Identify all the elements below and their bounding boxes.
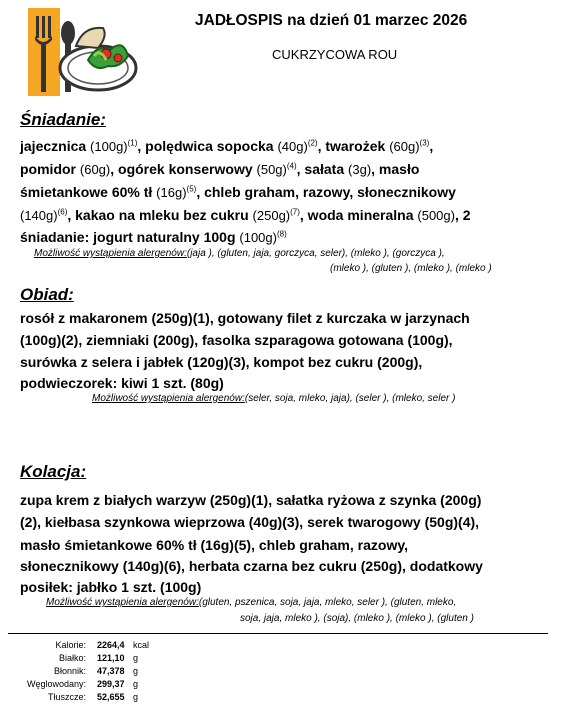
meal-line: surówka z selera i jabłek (120g)(3), kompot bez cukru (200g),	[20, 354, 423, 370]
divider	[8, 633, 548, 634]
allergens-note: soja, jaja, mleko ), (soja), (mleko ), (mleko ), (gluten )	[240, 613, 474, 624]
section-heading-sniadanie: Śniadanie:	[20, 110, 106, 129]
meal-line: słonecznikowy (140g)(6), herbata czarna bez cukru (250g), dodatkowy	[20, 558, 483, 574]
meal-line: rosół z makaronem (250g)(1), gotowany filet z kurczaka w jarzynach	[20, 310, 470, 326]
allergens-note: Możliwość wystąpienia alergenów:(jaja ), (gluten, jaja, gorczyca, seler), (mleko ), (gorczyca ),	[34, 248, 445, 259]
meal-line: śmietankowe 60% tł $(16g)^{(5)}$, chleb graham, razowy, słonecznikowy	[20, 184, 456, 200]
meal-line: posiłek: jabłko 1 szt. (100g)	[20, 579, 202, 595]
meal-line: (100g)(2), ziemniaki (200g), fasolka szparagowa gotowana (100g),	[20, 332, 453, 348]
meal-line: zupa krem z białych warzyw (250g)(1), sałatka ryżowa z szynka (200g)	[20, 492, 482, 508]
section-heading-kolacja: Kolacja:	[20, 462, 87, 481]
allergens-note: Możliwość wystąpienia alergenów:(gluten, pszenica, soja, jaja, mleko, seler ), (gluten, mleko,	[46, 597, 457, 608]
diet-name: CUKRZYCOWA ROU	[272, 47, 398, 62]
menu-logo-icon	[28, 8, 138, 96]
meal-line: $(140g)^{(6)}$, kakao na mleku bez cukru $(250g)^{(7)}$, woda mineralna (500g), 2	[20, 207, 471, 223]
meal-line: podwieczorek: kiwi 1 szt. (80g)	[20, 375, 224, 391]
meal-line: masło śmietankowe 60% tł (16g)(5), chleb graham, razowy,	[20, 537, 408, 553]
allergens-note: Możliwość wystąpienia alergenów:(seler, soja, mleko, jaja), (seler ), (mleko, seler )	[92, 393, 456, 404]
meal-line: (2), kiełbasa szynkowa wieprzowa (40g)(3), serek twarogowy (50g)(4),	[20, 514, 480, 530]
allergens-note: (mleko ), (gluten ), (mleko ), (mleko )	[330, 263, 492, 274]
meal-line: śniadanie: jogurt naturalny 100g $(100g)^{(8)}$	[20, 229, 287, 245]
section-heading-obiad: Obiad:	[20, 285, 74, 304]
meal-line: jajecznica $(100g)^{(1)}$, polędwica sopocka $(40g)^{(2)}$, twarożek $(60g)^{(3)}$,	[20, 138, 434, 154]
page-title: JADŁOSPIS na dzień 01 marzec 2026	[195, 12, 468, 29]
meal-line: pomidor (60g), ogórek konserwowy $(50g)^{(4)}$, sałata (3g), masło	[20, 161, 420, 177]
